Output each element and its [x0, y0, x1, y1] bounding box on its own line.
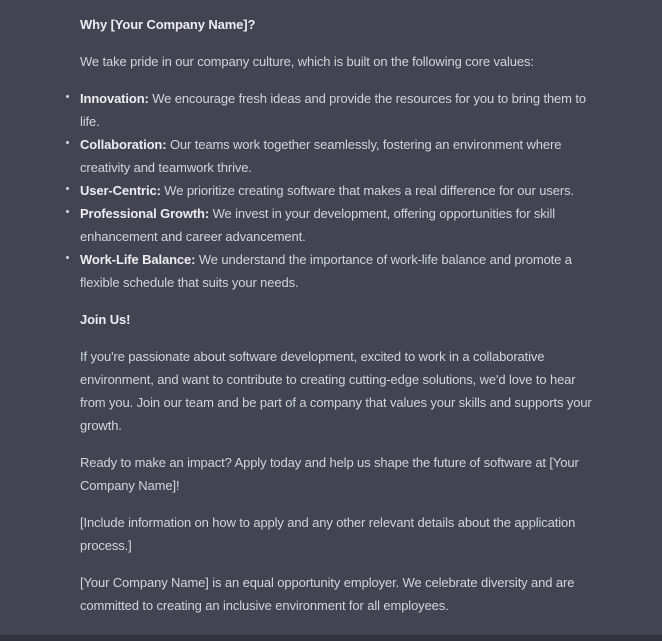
- core-value-item: [80, 202, 596, 248]
- cta-paragraph: Ready to make an impact? Apply today and help us shape the future of software at [Your Company Name]!: [80, 455, 579, 493]
- core-values-list: [80, 87, 596, 294]
- core-value-term: Work-Life Balance:: [80, 252, 196, 267]
- core-value-desc: Our teams work together seamlessly, fostering an environment where creativity and teamwork thrive.: [80, 137, 562, 175]
- core-value-item: [80, 179, 596, 202]
- core-value-term: User-Centric:: [80, 183, 161, 198]
- core-value-desc: We understand the importance of work-life balance and promote a flexible schedule that suits your needs.: [80, 252, 572, 290]
- core-value-term: Collaboration:: [80, 137, 167, 152]
- intro-paragraph: We take pride in our company culture, which is built on the following core values:: [80, 54, 534, 69]
- core-value-desc: We encourage fresh ideas and provide the resources for you to bring them to life.: [80, 91, 586, 129]
- core-value-desc: We prioritize creating software that makes a real difference for our users.: [164, 183, 574, 198]
- job-posting-text: [80, 13, 596, 617]
- core-value-term: Professional Growth:: [80, 206, 210, 221]
- core-value-item: [80, 133, 596, 179]
- core-value-desc: We invest in your development, offering opportunities for skill enhancement and career advancement.: [80, 206, 555, 244]
- apply-instructions-placeholder: [Include information on how to apply and any other relevant details about the application process.]: [80, 515, 576, 553]
- why-heading: Why [Your Company Name]?: [80, 17, 256, 32]
- join-us-heading: Join Us!: [80, 312, 131, 327]
- next-message-divider: [0, 635, 662, 641]
- eeo-statement: [Your Company Name] is an equal opportunity employer. We celebrate diversity and are committed to creating an inclusive environment for all employees.: [80, 575, 575, 613]
- core-value-item: [80, 248, 596, 294]
- core-value-term: Innovation:: [80, 91, 149, 106]
- core-value-item: [80, 87, 596, 133]
- join-paragraph: If you're passionate about software development, excited to work in a collaborative environment, and want to contribute to creating cutting-edge solutions, we'd love to hear from you. Join our team and be part of a company that values your skills and supports your growth.: [80, 349, 592, 433]
